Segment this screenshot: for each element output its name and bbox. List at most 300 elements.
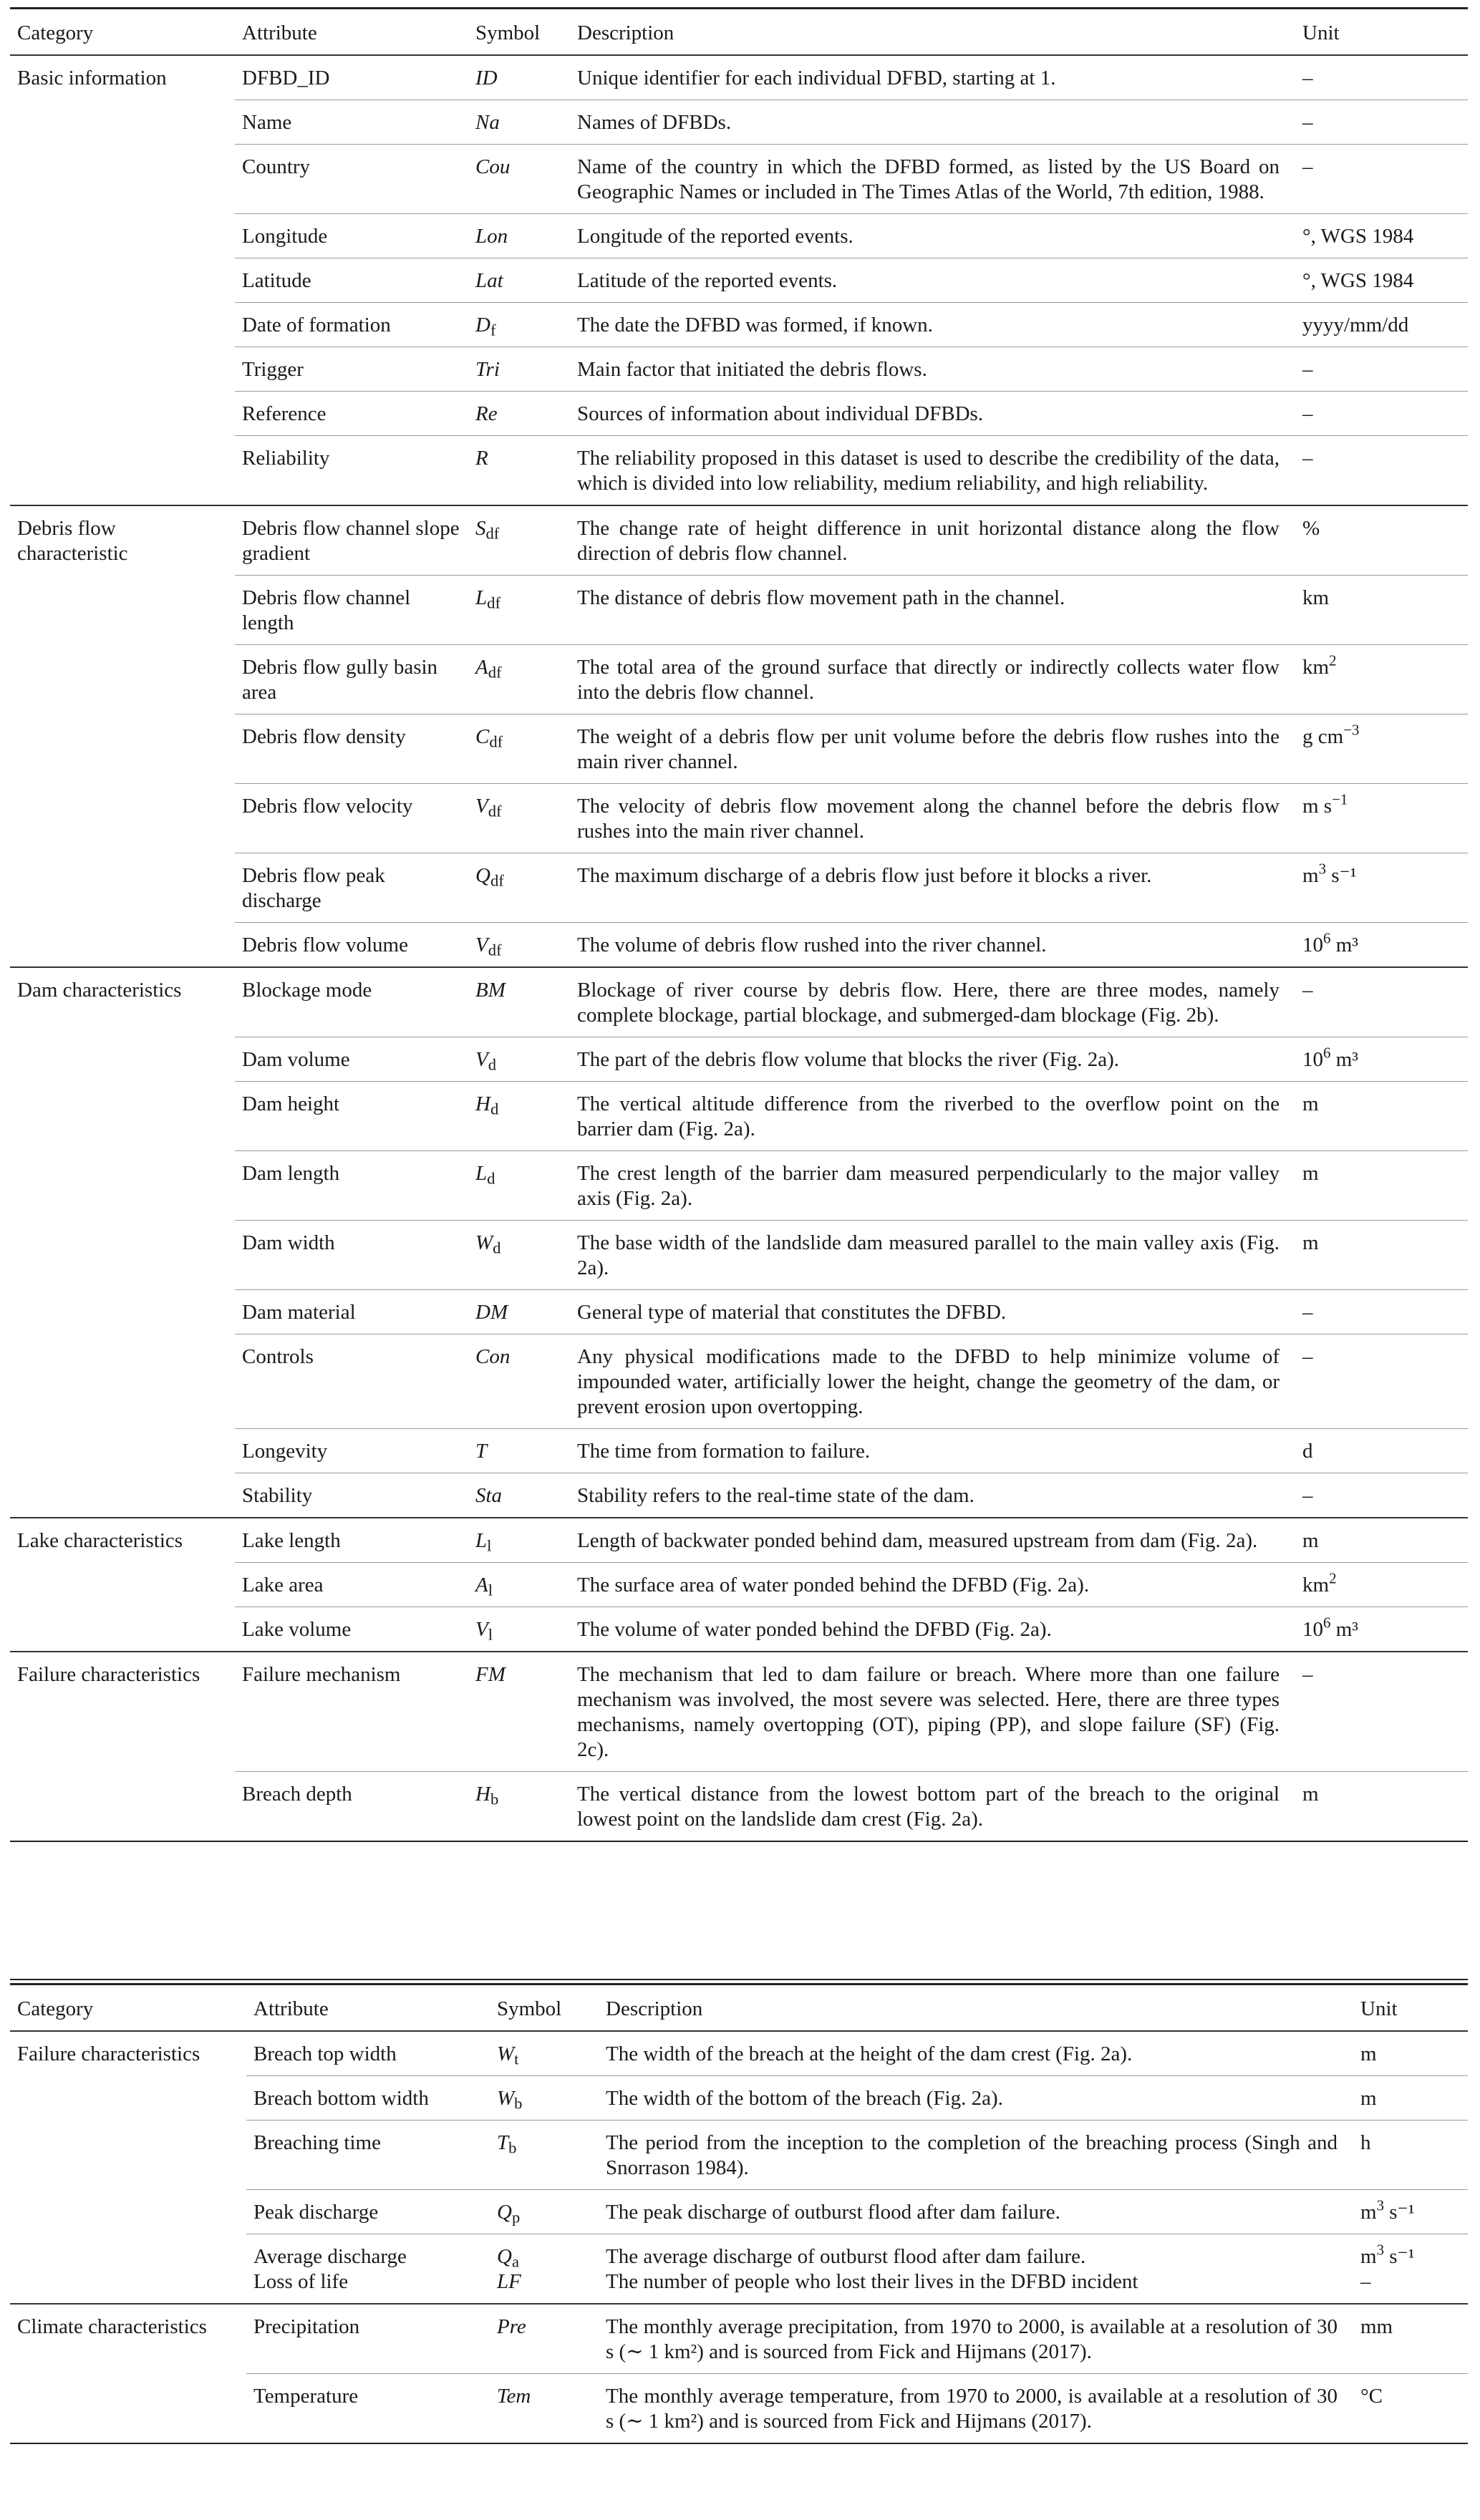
row-symbol <box>468 1334 570 1429</box>
row-description: The crest length of the barrier dam measured perpendicularly to the major valley axis (Fig. 2a). <box>570 1151 1295 1221</box>
row-unit <box>1295 392 1468 436</box>
row-unit <box>1295 55 1468 100</box>
header-description: Description <box>577 21 674 44</box>
table-row <box>10 2374 1468 2444</box>
table-row <box>10 2031 1468 2076</box>
symbol-main: W <box>475 1231 493 1254</box>
unit-superscript: 6 <box>1323 929 1331 947</box>
table-row <box>10 303 1468 347</box>
symbol-main: Cou <box>475 155 511 178</box>
symbol-subscript: df <box>488 941 502 959</box>
row-symbol <box>490 2121 599 2190</box>
symbol-main: Q <box>497 2201 512 2224</box>
row-unit <box>1295 145 1468 214</box>
row-description: The width of the breach at the height of the dam crest (Fig. 2a). <box>599 2031 1353 2076</box>
symbol-main: H <box>475 1783 490 1806</box>
row-category: Debris flow characteristic <box>10 505 235 576</box>
table-row <box>10 1151 1468 1221</box>
unit-main: h <box>1360 2131 1371 2154</box>
row-symbol <box>468 1563 570 1607</box>
symbol-main: Tri <box>475 358 500 381</box>
symbol-main: H <box>475 1092 490 1115</box>
table-row <box>10 1772 1468 1842</box>
unit-main: – <box>1302 1663 1313 1686</box>
row-category <box>10 347 235 392</box>
table-row <box>10 714 1468 784</box>
unit-main: m <box>1360 2042 1377 2065</box>
row-unit <box>1295 784 1468 853</box>
row-attribute: Date of formation <box>235 303 468 347</box>
unit-main: 10 <box>1302 1048 1323 1071</box>
symbol-main: BM <box>475 979 506 1002</box>
row-unit <box>1295 853 1468 923</box>
unit-main: d <box>1302 1440 1313 1463</box>
unit-superscript: 2 <box>1329 1569 1337 1587</box>
row-symbol <box>490 2304 599 2374</box>
row-attribute: Dam volume <box>235 1037 468 1082</box>
unit-main: 10 <box>1302 934 1323 956</box>
symbol-main: Lat <box>475 269 503 292</box>
row-description: Sources of information about individual DFBDs. <box>570 392 1295 436</box>
table-body <box>10 55 1468 1841</box>
symbol-subscript: df <box>488 802 502 820</box>
row-attribute: DFBD_ID <box>235 55 468 100</box>
row-unit <box>1295 258 1468 303</box>
table-row <box>10 100 1468 145</box>
header-symbol: Symbol <box>497 1997 562 2020</box>
row-category: Failure characteristics <box>10 2031 246 2076</box>
row-description: Blockage of river course by debris flow. Here, there are three modes, namely complete blockage, partial blockage, and submerged-dam blockage (Fig. 2b). <box>570 967 1295 1037</box>
row-unit <box>1295 1607 1468 1652</box>
row-symbol <box>468 55 570 100</box>
table-continuation-divider <box>10 1979 1468 1980</box>
table-row <box>10 853 1468 923</box>
symbol-subscript: df <box>488 663 502 682</box>
row-symbol <box>468 214 570 258</box>
unit-rest: s⁻¹ <box>1326 864 1357 887</box>
table-row <box>10 1221 1468 1290</box>
table-row <box>10 392 1468 436</box>
unit-main: mm <box>1360 2315 1393 2338</box>
row-category <box>10 2234 246 2305</box>
table-row <box>10 1334 1468 1429</box>
row-attribute: Reference <box>235 392 468 436</box>
row-attribute: Name <box>235 100 468 145</box>
table-row <box>10 645 1468 714</box>
symbol-main: Tem <box>497 2385 531 2408</box>
unit-main: m <box>1360 2245 1377 2268</box>
unit-main: m <box>1360 2201 1377 2224</box>
symbol-subscript: p <box>511 2208 521 2226</box>
row-description: The part of the debris flow volume that blocks the river (Fig. 2a). <box>570 1037 1295 1082</box>
row-unit <box>1295 1151 1468 1221</box>
row-description: The maximum discharge of a debris flow just before it blocks a river. <box>570 853 1295 923</box>
row-attribute: Average discharge Loss of life <box>246 2234 490 2305</box>
symbol-main: D <box>475 314 490 336</box>
header-category: Category <box>17 1997 94 2020</box>
table-row <box>10 1473 1468 1518</box>
row-unit <box>1295 576 1468 645</box>
unit-main: km <box>1302 1574 1330 1596</box>
table-header-row <box>10 9 1468 56</box>
symbol-main: C <box>475 725 490 748</box>
row-description: The weight of a debris flow per unit volume before the debris flow rushes into the main river channel. <box>570 714 1295 784</box>
row-symbol <box>468 1652 570 1772</box>
unit-main: yyyy/mm/dd <box>1302 314 1409 336</box>
row-description: The reliability proposed in this dataset is used to describe the credibility of the data, which is divided into low reliability, medium reliability, and high reliability. <box>570 436 1295 506</box>
row-category <box>10 853 235 923</box>
table-row <box>10 2190 1468 2234</box>
table-row <box>10 1518 1468 1563</box>
row-symbol <box>468 258 570 303</box>
symbol-main: L <box>475 1162 488 1185</box>
row-unit <box>1295 923 1468 968</box>
unit-superscript: 3 <box>1376 2241 1384 2259</box>
unit-main: m <box>1302 1783 1319 1806</box>
header-description: Description <box>606 1997 703 2020</box>
row-symbol <box>468 645 570 714</box>
row-description: The width of the bottom of the breach (Fig. 2a). <box>599 2076 1353 2121</box>
row-attribute: Dam width <box>235 1221 468 1290</box>
table-row <box>10 1652 1468 1772</box>
row-attribute: Debris flow peak discharge <box>235 853 468 923</box>
row-attribute: Breach top width <box>246 2031 490 2076</box>
row-category <box>10 2374 246 2444</box>
row-category <box>10 303 235 347</box>
row-unit <box>1353 2234 1468 2305</box>
row-unit <box>1295 1652 1468 1772</box>
row-category <box>10 258 235 303</box>
row-symbol <box>468 1221 570 1290</box>
row-attribute: Breaching time <box>246 2121 490 2190</box>
header-symbol: Symbol <box>475 21 541 44</box>
row-description: The monthly average precipitation, from 1970 to 2000, is available at a resolution of 30 s (∼ 1 km²) and is sourced from Fick and Hijmans (2017). <box>599 2304 1353 2374</box>
symbol-subscript: d <box>490 1100 499 1118</box>
row-category <box>10 436 235 506</box>
header-category: Category <box>17 21 94 44</box>
symbol-extra: LF <box>497 2270 521 2293</box>
table-row <box>10 55 1468 100</box>
header-unit: Unit <box>1360 1997 1398 2020</box>
row-symbol <box>490 2374 599 2444</box>
row-unit <box>1295 505 1468 576</box>
symbol-main: S <box>475 517 486 540</box>
symbol-subscript: l <box>488 1625 493 1644</box>
table-row <box>10 1082 1468 1151</box>
unit-superscript: −1 <box>1332 790 1348 808</box>
row-attribute: Blockage mode <box>235 967 468 1037</box>
unit-rest: s⁻¹ – <box>1360 2245 1415 2293</box>
unit-main: m <box>1302 1162 1319 1185</box>
table-row <box>10 505 1468 576</box>
row-category <box>10 645 235 714</box>
table-row <box>10 2234 1468 2305</box>
row-attribute: Breach bottom width <box>246 2076 490 2121</box>
row-unit <box>1353 2304 1468 2374</box>
unit-main: – <box>1302 67 1313 89</box>
symbol-main: A <box>475 656 488 679</box>
symbol-main: Na <box>475 111 500 134</box>
symbol-subscript: df <box>490 871 504 890</box>
unit-main: % <box>1302 517 1320 540</box>
symbol-main: FM <box>475 1663 506 1686</box>
table-row <box>10 258 1468 303</box>
unit-main: – <box>1302 1301 1313 1324</box>
symbol-subscript: df <box>487 593 500 612</box>
attribute-table-continued <box>10 1983 1468 2444</box>
row-symbol <box>468 1037 570 1082</box>
table-row <box>10 967 1468 1037</box>
row-category <box>10 1607 235 1652</box>
row-attribute: Dam material <box>235 1290 468 1334</box>
row-description: Main factor that initiated the debris flows. <box>570 347 1295 392</box>
header-attribute: Attribute <box>253 1997 329 2020</box>
row-unit <box>1353 2190 1468 2234</box>
symbol-subscript: b <box>514 2094 523 2113</box>
table-row <box>10 923 1468 968</box>
row-unit <box>1295 1082 1468 1151</box>
row-description: Latitude of the reported events. <box>570 258 1295 303</box>
unit-main: km <box>1302 656 1330 679</box>
table-header-row <box>10 1984 1468 2032</box>
symbol-subscript: t <box>514 2050 519 2068</box>
unit-main: m <box>1302 1231 1319 1254</box>
unit-main: °, WGS 1984 <box>1302 269 1414 292</box>
symbol-main: DM <box>475 1301 508 1324</box>
table-row <box>10 1429 1468 1473</box>
row-category <box>10 1563 235 1607</box>
row-description: The volume of water ponded behind the DFBD (Fig. 2a). <box>570 1607 1295 1652</box>
unit-main: m s <box>1302 795 1333 818</box>
symbol-subscript: l <box>488 1581 493 1599</box>
row-category <box>10 2121 246 2190</box>
row-symbol <box>468 923 570 968</box>
row-category: Failure characteristics <box>10 1652 235 1772</box>
symbol-subscript: b <box>508 2138 517 2157</box>
row-description: The distance of debris flow movement path in the channel. <box>570 576 1295 645</box>
row-symbol <box>468 1290 570 1334</box>
row-description: The total area of the ground surface that directly or indirectly collects water flow into the debris flow channel. <box>570 645 1295 714</box>
row-unit <box>1295 1772 1468 1842</box>
symbol-main: Re <box>475 402 498 425</box>
row-category: Dam characteristics <box>10 967 235 1037</box>
header-unit: Unit <box>1302 21 1340 44</box>
symbol-main: A <box>475 1574 488 1596</box>
table-row <box>10 1290 1468 1334</box>
row-attribute: Peak discharge <box>246 2190 490 2234</box>
row-description: Length of backwater ponded behind dam, measured upstream from dam (Fig. 2a). <box>570 1518 1295 1563</box>
row-description: The velocity of debris flow movement along the channel before the debris flow rushes into the main river channel. <box>570 784 1295 853</box>
row-category: Climate characteristics <box>10 2304 246 2374</box>
unit-main: – <box>1302 358 1313 381</box>
row-unit <box>1295 1334 1468 1429</box>
unit-main: m <box>1302 1529 1319 1552</box>
row-symbol <box>468 436 570 506</box>
symbol-main: V <box>475 1048 488 1071</box>
row-unit <box>1353 2031 1468 2076</box>
unit-superscript: 3 <box>1318 860 1326 878</box>
table-row <box>10 436 1468 506</box>
row-attribute: Debris flow volume <box>235 923 468 968</box>
row-description: The time from formation to failure. <box>570 1429 1295 1473</box>
unit-main: m <box>1302 1092 1319 1115</box>
row-description: General type of material that constitutes the DFBD. <box>570 1290 1295 1334</box>
row-symbol <box>468 1082 570 1151</box>
row-attribute: Lake volume <box>235 1607 468 1652</box>
row-description: Longitude of the reported events. <box>570 214 1295 258</box>
unit-rest: s⁻¹ <box>1384 2201 1415 2224</box>
row-attribute: Stability <box>235 1473 468 1518</box>
row-attribute: Trigger <box>235 347 468 392</box>
row-attribute: Country <box>235 145 468 214</box>
row-symbol <box>468 1607 570 1652</box>
symbol-main: Pre <box>497 2315 526 2338</box>
symbol-main: R <box>475 447 488 470</box>
row-description: The period from the inception to the completion of the breaching process (Singh and Snorrason 1984). <box>599 2121 1353 2190</box>
row-category <box>10 145 235 214</box>
symbol-subscript: df <box>489 732 503 751</box>
unit-main: – <box>1302 111 1313 134</box>
symbol-subscript: b <box>490 1790 499 1808</box>
symbol-main: ID <box>475 67 498 89</box>
row-unit <box>1295 303 1468 347</box>
row-attribute: Debris flow density <box>235 714 468 784</box>
row-description: Any physical modifications made to the DFBD to help minimize volume of impounded water, artificially lower the height, change the geometry of the dam, or prevent erosion upon overtopping. <box>570 1334 1295 1429</box>
row-unit <box>1295 1563 1468 1607</box>
symbol-main: T <box>497 2131 509 2154</box>
symbol-subscript: d <box>487 1169 495 1188</box>
unit-main: km <box>1302 586 1330 609</box>
row-category <box>10 784 235 853</box>
row-symbol <box>490 2031 599 2076</box>
unit-main: °C <box>1360 2385 1383 2408</box>
unit-rest: m³ <box>1330 934 1358 956</box>
unit-main: – <box>1302 979 1313 1002</box>
symbol-main: V <box>475 1618 488 1641</box>
unit-rest: m³ <box>1330 1048 1358 1071</box>
row-description: The surface area of water ponded behind the DFBD (Fig. 2a). <box>570 1563 1295 1607</box>
row-unit <box>1295 967 1468 1037</box>
row-symbol <box>468 576 570 645</box>
row-description: The average discharge of outburst flood after dam failure. The number of people who lost their lives in the DFBD incident <box>599 2234 1353 2305</box>
row-attribute: Dam height <box>235 1082 468 1151</box>
row-category <box>10 1473 235 1518</box>
row-symbol <box>468 505 570 576</box>
row-category <box>10 2190 246 2234</box>
row-symbol <box>468 1473 570 1518</box>
row-category: Basic information <box>10 55 235 100</box>
row-category <box>10 1151 235 1221</box>
row-unit <box>1295 214 1468 258</box>
row-description: The vertical distance from the lowest bottom part of the breach to the original lowest point on the landslide dam crest (Fig. 2a). <box>570 1772 1295 1842</box>
row-symbol <box>490 2190 599 2234</box>
row-symbol <box>468 100 570 145</box>
table-row <box>10 1037 1468 1082</box>
symbol-main: W <box>497 2042 515 2065</box>
row-unit <box>1353 2374 1468 2444</box>
unit-main: – <box>1302 447 1313 470</box>
row-attribute: Longitude <box>235 214 468 258</box>
row-category <box>10 923 235 968</box>
row-description: The date the DFBD was formed, if known. <box>570 303 1295 347</box>
row-symbol <box>468 1151 570 1221</box>
row-category: Lake characteristics <box>10 1518 235 1563</box>
row-symbol <box>468 392 570 436</box>
unit-main: – <box>1302 155 1313 178</box>
symbol-main: L <box>475 586 488 609</box>
unit-main: °, WGS 1984 <box>1302 225 1414 248</box>
row-attribute: Longevity <box>235 1429 468 1473</box>
unit-superscript: 2 <box>1329 651 1337 669</box>
unit-main: – <box>1302 1345 1313 1368</box>
row-category <box>10 100 235 145</box>
unit-main: m <box>1360 2087 1377 2110</box>
row-attribute: Reliability <box>235 436 468 506</box>
row-description: The volume of debris flow rushed into the river channel. <box>570 923 1295 968</box>
row-symbol <box>468 1772 570 1842</box>
row-description: Stability refers to the real-time state of the dam. <box>570 1473 1295 1518</box>
symbol-subscript: d <box>493 1239 501 1257</box>
row-category <box>10 1772 235 1842</box>
row-unit <box>1295 347 1468 392</box>
row-unit <box>1295 1037 1468 1082</box>
row-symbol <box>468 967 570 1037</box>
unit-superscript: 6 <box>1323 1044 1331 1062</box>
row-attribute: Precipitation <box>246 2304 490 2374</box>
row-description: Unique identifier for each individual DFBD, starting at 1. <box>570 55 1295 100</box>
row-category <box>10 392 235 436</box>
table-row <box>10 214 1468 258</box>
table-row <box>10 1563 1468 1607</box>
symbol-subscript: a <box>511 2252 519 2271</box>
row-description: Name of the country in which the DFBD formed, as listed by the US Board on Geographic Names or included in The Times Atlas of the World, 7th edition, 1988. <box>570 145 1295 214</box>
row-description: The change rate of height difference in unit horizontal distance along the flow direction of debris flow channel. <box>570 505 1295 576</box>
symbol-main: V <box>475 795 488 818</box>
row-symbol <box>468 853 570 923</box>
unit-main: m <box>1302 864 1319 887</box>
symbol-subscript: l <box>487 1536 492 1555</box>
row-description: The peak discharge of outburst flood after dam failure. <box>599 2190 1353 2234</box>
row-unit <box>1295 714 1468 784</box>
unit-main: 10 <box>1302 1618 1323 1641</box>
row-unit <box>1295 1429 1468 1473</box>
row-category <box>10 1221 235 1290</box>
row-description: The monthly average temperature, from 1970 to 2000, is available at a resolution of 30 s (∼ 1 km²) and is sourced from Fick and Hijmans (2017). <box>599 2374 1353 2444</box>
row-symbol <box>468 1518 570 1563</box>
row-attribute: Dam length <box>235 1151 468 1221</box>
symbol-subscript: d <box>488 1055 497 1074</box>
symbol-subscript: df <box>485 524 500 543</box>
row-symbol <box>468 145 570 214</box>
row-symbol <box>468 1429 570 1473</box>
symbol-subscript: f <box>490 321 496 339</box>
header-attribute: Attribute <box>242 21 317 44</box>
symbol-main: Q <box>475 864 490 887</box>
table-row <box>10 1607 1468 1652</box>
row-unit <box>1295 100 1468 145</box>
table-row <box>10 145 1468 214</box>
row-symbol <box>490 2234 599 2305</box>
symbol-main: V <box>475 934 488 956</box>
row-category <box>10 214 235 258</box>
unit-superscript: 3 <box>1376 2196 1384 2214</box>
row-attribute: Lake area <box>235 1563 468 1607</box>
table-row <box>10 576 1468 645</box>
row-description: Names of DFBDs. <box>570 100 1295 145</box>
table-row <box>10 2304 1468 2374</box>
unit-superscript: 6 <box>1323 1614 1331 1632</box>
row-unit <box>1295 1473 1468 1518</box>
